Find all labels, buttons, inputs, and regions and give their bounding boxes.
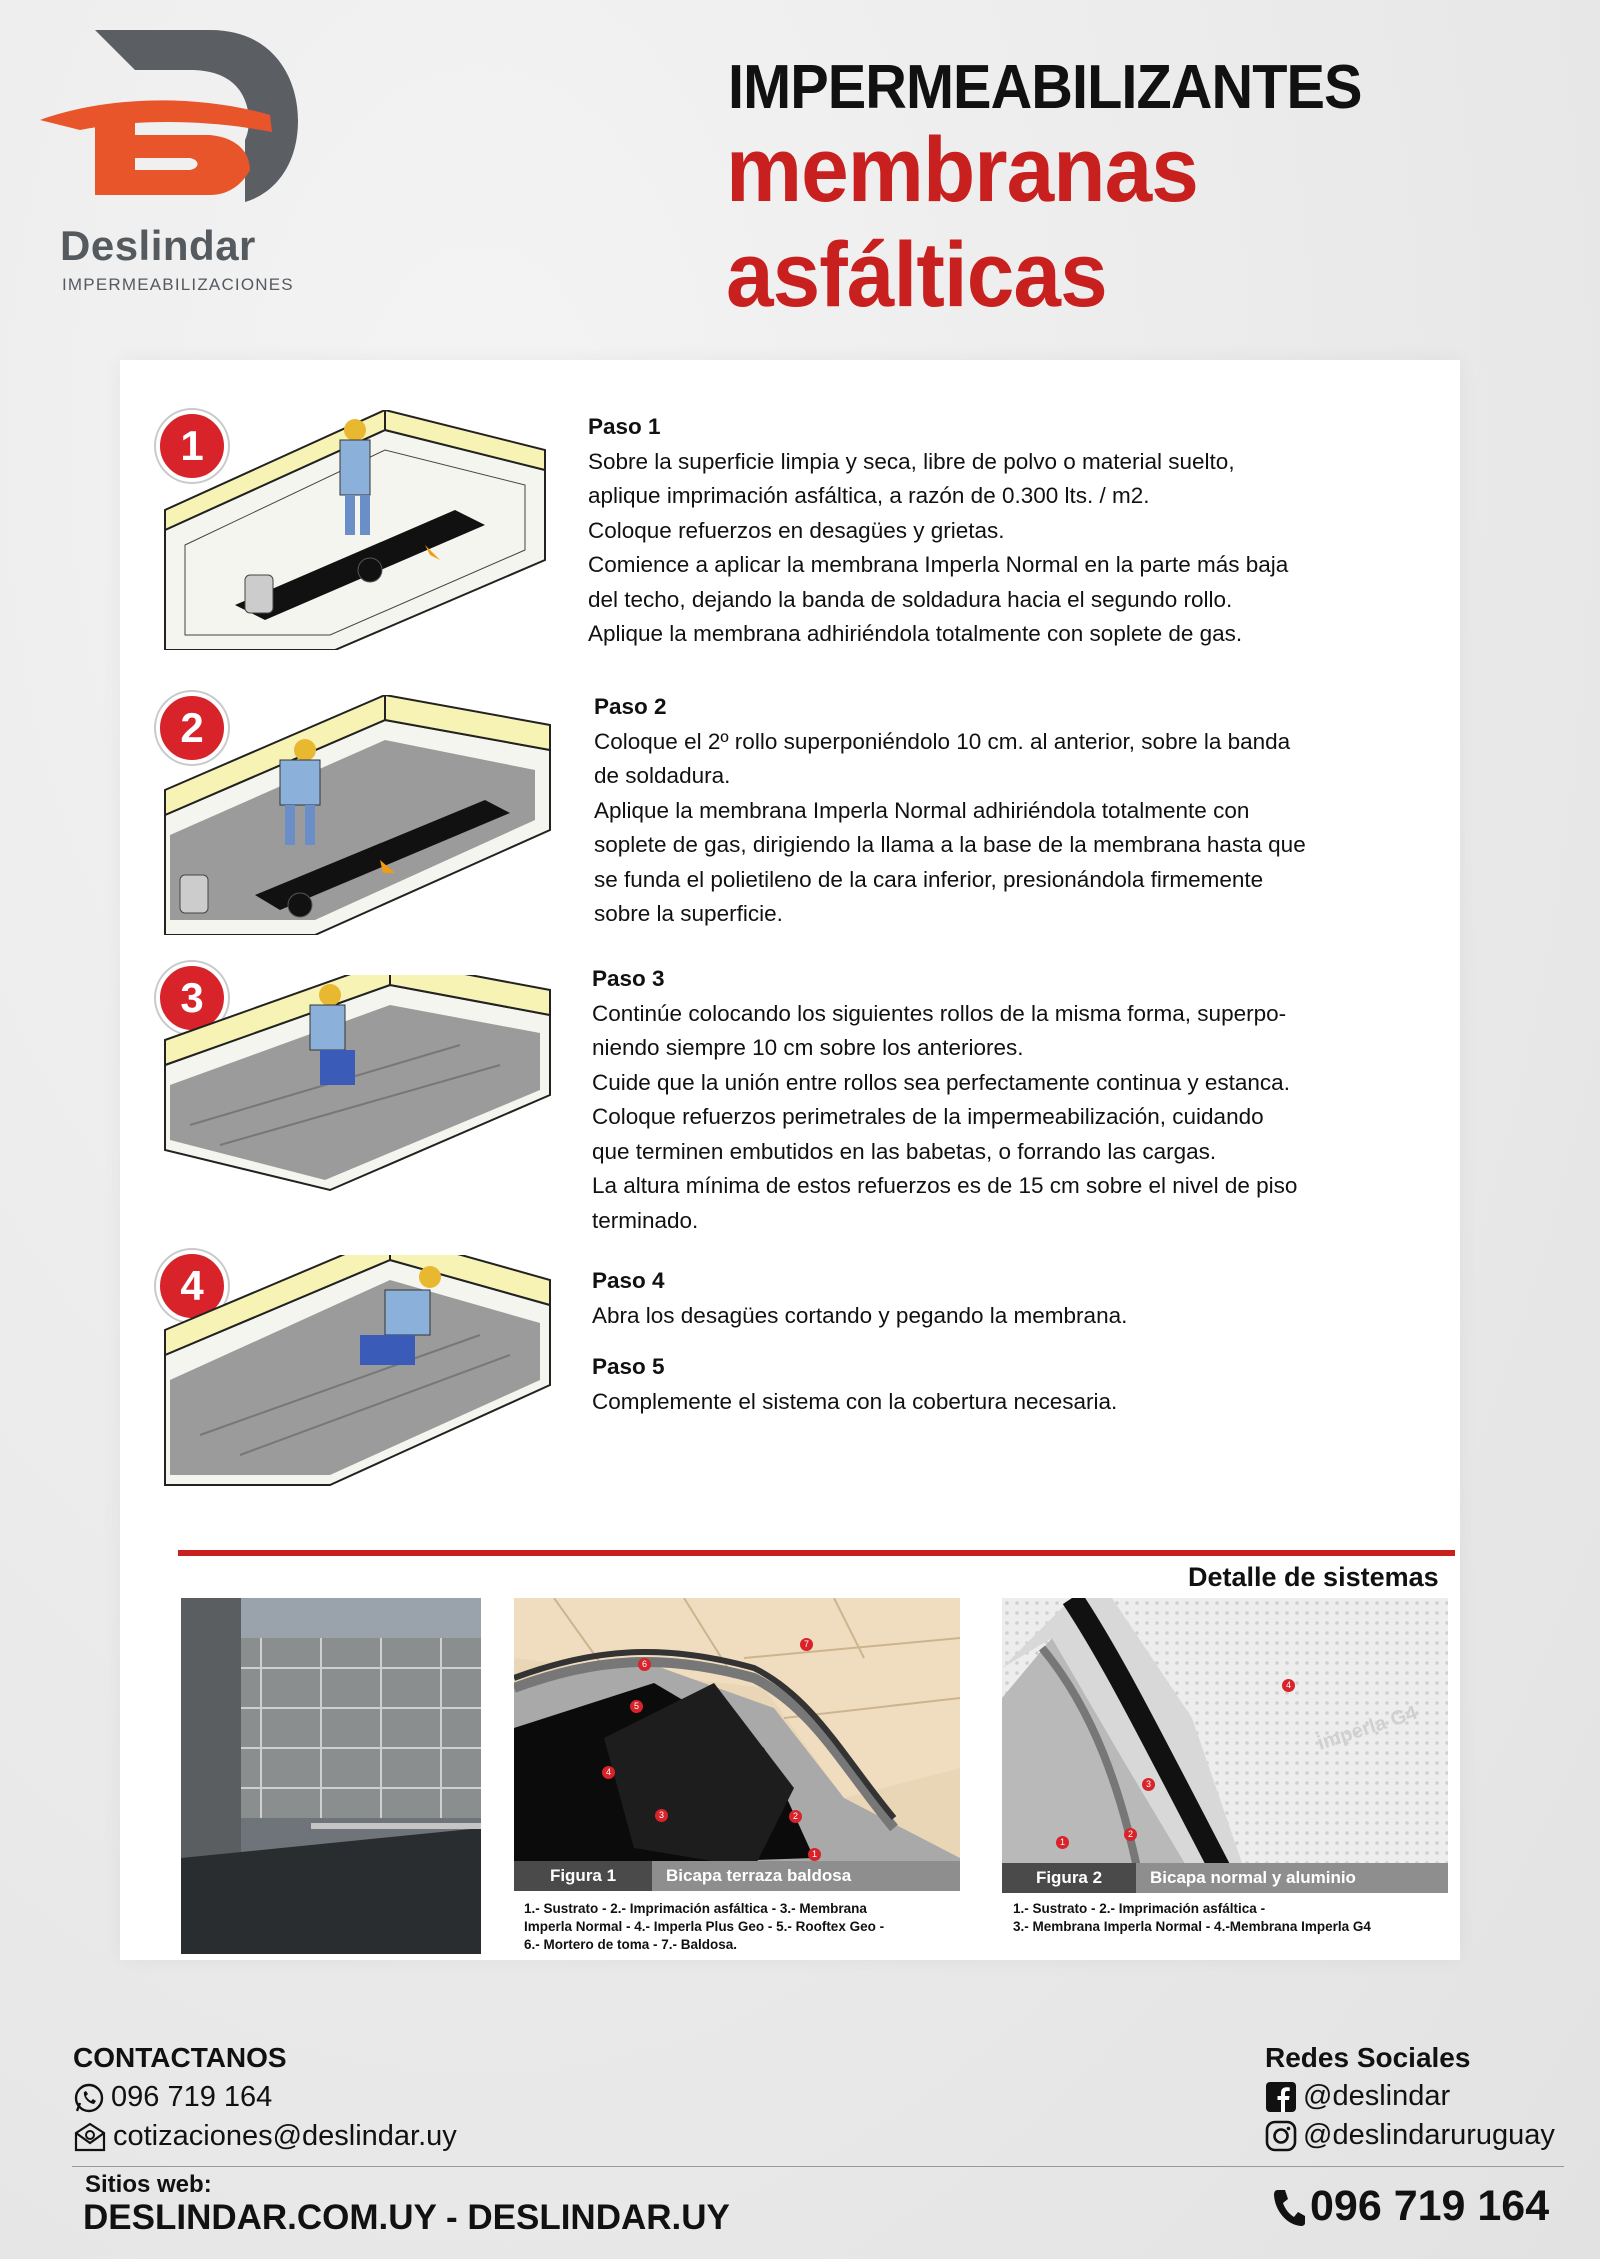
figure-marker: 3 [655, 1805, 668, 1823]
phone-number: 096 719 164 [111, 2081, 273, 2113]
figure-marker: 2 [789, 1806, 802, 1824]
step-line: Coloque refuerzos en desagües y grietas. [588, 517, 1005, 543]
figure-label: Figura 1 [514, 1861, 652, 1891]
contact-email[interactable] [73, 2120, 457, 2153]
step-1-illustration [155, 410, 575, 650]
email-address: cotizaciones@deslindar.uy [113, 2120, 457, 2152]
phone-icon [1272, 2187, 1306, 2227]
contact-title: CONTACTANOS [73, 2042, 287, 2073]
footer-phone[interactable] [1272, 2182, 1549, 2231]
brand-name: Deslindar [60, 222, 256, 269]
figure-label: Figura 2 [1002, 1863, 1136, 1893]
figure-name: Bicapa normal y aluminio [1136, 1863, 1448, 1893]
step-2-illustration [155, 695, 575, 935]
section-divider [178, 1550, 1455, 1556]
instagram-link[interactable] [1265, 2119, 1555, 2152]
figure-marker: 7 [800, 1634, 813, 1652]
step-4-illustration [160, 1255, 580, 1495]
step-number-badge: 4 [156, 1250, 228, 1322]
step-1-text [588, 410, 1388, 652]
facebook-handle: @deslindar [1303, 2080, 1451, 2112]
step-title: Paso 2 [594, 694, 667, 719]
step-line: Complemente el sistema con la cobertura necesaria. [592, 1388, 1118, 1414]
figure-1-caption [514, 1861, 960, 1891]
step-line: se funda el polietileno de la cara inferior, presionándola firmemente [594, 866, 1264, 892]
step-title: Paso 5 [592, 1354, 665, 1379]
web-label: Sitios web: [85, 2171, 212, 2198]
page-title: IMPERMEABILIZANTES [728, 53, 1362, 122]
figure-marker: 1 [808, 1844, 821, 1862]
step-line: soplete de gas, dirigiendo la llama a la base de la membrana hasta que [594, 832, 1306, 857]
instagram-handle: @deslindaruruguay [1303, 2119, 1555, 2151]
figure-2-image [1002, 1598, 1448, 1892]
step-number-badge: 1 [156, 410, 228, 482]
step-number-badge: 3 [156, 962, 228, 1034]
figure-1-legend [524, 1900, 964, 1954]
figure-2-legend [1013, 1900, 1443, 1936]
web-sites-link[interactable]: DESLINDAR.COM.UY - DESLINDAR.UY [83, 2198, 730, 2237]
step-line: terminado. [592, 1207, 699, 1233]
step-line: Coloque el 2º rollo superponiéndolo 10 cm. al anterior, sobre la banda [594, 728, 1291, 754]
step-line: La altura mínima de estos refuerzos es de 15 cm sobre el nivel de piso [592, 1173, 1298, 1198]
figure-1-image [514, 1598, 960, 1890]
step-line: Cuide que la unión entre rollos sea perfectamente continua y estanca. [592, 1069, 1290, 1095]
instagram-icon [1265, 2120, 1297, 2152]
step-line: que terminen embutidos en las babetas, o forrando las cargas. [592, 1138, 1217, 1164]
step-line: Abra los desagües cortando y pegando la membrana. [592, 1302, 1128, 1328]
step-line: Aplique la membrana adhiriéndola totalmente con soplete de gas. [588, 621, 1243, 646]
construction-photo [181, 1598, 481, 1954]
detail-title: Detalle de sistemas [1188, 1562, 1439, 1592]
legend-line: 6.- Mortero de toma - 7.- Baldosa. [524, 1937, 738, 1952]
figure-name: Bicapa terraza baldosa [652, 1861, 960, 1891]
step-title: Paso 1 [588, 414, 661, 439]
step-line: Comience a aplicar la membrana Imperla Normal en la parte más baja [588, 552, 1289, 577]
facebook-icon [1265, 2081, 1297, 2113]
step-line: Sobre la superficie limpia y seca, libre de polvo o material suelto, [588, 448, 1235, 474]
legend-line: Imperla Normal - 4.- Imperla Plus Geo - 5.- Rooftex Geo - [524, 1919, 885, 1934]
figure-marker: 6 [638, 1654, 651, 1672]
page-subtitle: membranas asfálticas [726, 119, 1198, 326]
figure-marker: 1 [1056, 1832, 1069, 1850]
step-line: niendo siempre 10 cm sobre los anteriores. [592, 1035, 1024, 1060]
brand-stamp: imperla G4 [1314, 1701, 1420, 1755]
step-line: aplique imprimación asfáltica, a razón de 0.300 lts. / m2. [588, 483, 1150, 508]
figure-marker: 4 [602, 1762, 615, 1780]
figure-marker: 3 [1142, 1774, 1155, 1792]
legend-line: 3.- Membrana Imperla Normal - 4.-Membrana Imperla G4 [1013, 1919, 1371, 1934]
step-line: sobre la superficie. [594, 901, 783, 926]
step-3-text [592, 962, 1392, 1238]
social-title: Redes Sociales [1265, 2042, 1471, 2073]
legend-line: 1.- Sustrato - 2.- Imprimación asfáltica - 3.- Membrana [524, 1901, 867, 1916]
step-line: Continúe colocando los siguientes rollos de la misma forma, superpo- [592, 1000, 1287, 1026]
facebook-link[interactable] [1265, 2080, 1450, 2113]
step-4-text [592, 1264, 1392, 1419]
legend-line: 1.- Sustrato - 2.- Imprimación asfáltica - [1013, 1901, 1266, 1916]
figure-marker: 2 [1124, 1824, 1137, 1842]
step-title: Paso 3 [592, 966, 665, 991]
step-3-illustration [160, 975, 580, 1215]
figure-marker: 4 [1282, 1675, 1295, 1693]
step-line: Coloque refuerzos perimetrales de la impermeabilización, cuidando [592, 1104, 1264, 1129]
step-title: Paso 4 [592, 1268, 665, 1293]
figure-2-caption [1002, 1863, 1448, 1893]
step-number-badge: 2 [156, 692, 228, 764]
brand-tagline: IMPERMEABILIZACIONES [62, 275, 294, 294]
step-line: del techo, dejando la banda de soldadura hacia el segundo rollo. [588, 586, 1233, 612]
step-line: de soldadura. [594, 763, 731, 788]
footer-divider [72, 2166, 1564, 2167]
step-line: Aplique la membrana Imperla Normal adhiriéndola totalmente con [594, 797, 1250, 823]
contact-phone[interactable] [73, 2081, 272, 2114]
whatsapp-icon [73, 2082, 105, 2114]
figure-marker: 5 [630, 1696, 643, 1714]
email-icon [73, 2121, 107, 2153]
step-2-text [594, 690, 1394, 932]
big-phone-number: 096 719 164 [1310, 2182, 1550, 2230]
